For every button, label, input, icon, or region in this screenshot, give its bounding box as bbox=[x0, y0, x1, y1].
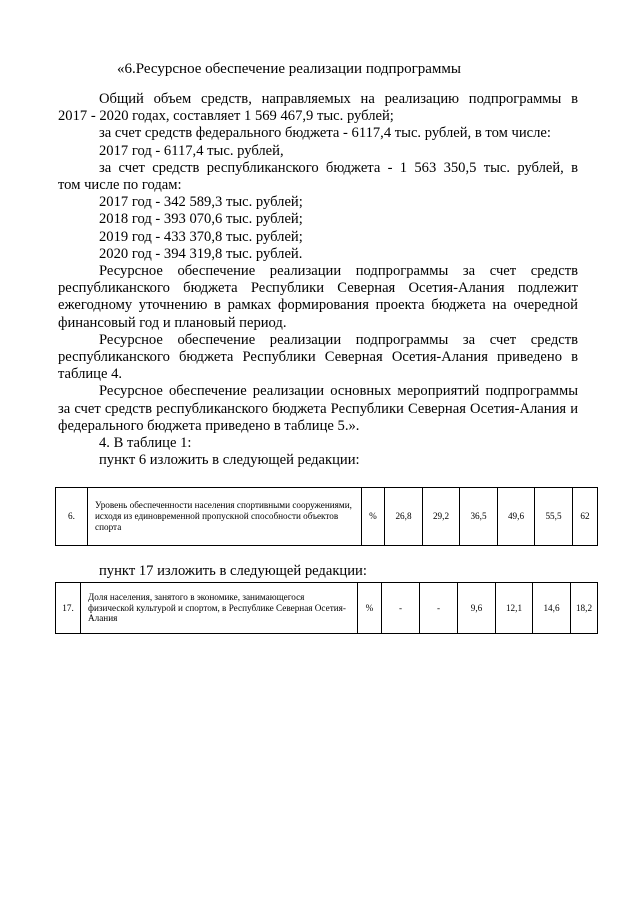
value-cell: - bbox=[382, 583, 420, 634]
value-cell: 9,6 bbox=[458, 583, 496, 634]
section-heading: «6.Ресурсное обеспечение реализации подпрограммы bbox=[117, 61, 461, 77]
unit-cell: % bbox=[358, 583, 382, 634]
paragraph-republican-line2: том числе по годам: bbox=[58, 177, 182, 194]
paragraph-federal: за счет средств федерального бюджета - 6117,4 тыс. рублей, в том числе: bbox=[99, 125, 551, 142]
year-2017: 2017 год - 342 589,3 тыс. рублей; bbox=[99, 194, 303, 211]
indicator-name: Доля населения, занятого в экономике, занимающегося физической культурой и спортом, в Республике Северная Осетия-Алания bbox=[81, 583, 358, 634]
paragraph-republican-line1: за счет средств республиканского бюджета - 1 563 350,5 тыс. рублей, в bbox=[99, 159, 578, 176]
section-body bbox=[58, 91, 578, 469]
value-cell: 49,6 bbox=[498, 488, 535, 546]
row-number: 6. bbox=[56, 488, 88, 546]
unit-cell: % bbox=[362, 488, 385, 546]
table-item-17 bbox=[55, 582, 598, 634]
value-cell: 18,2 bbox=[571, 583, 598, 634]
paragraph-item6-intro: пункт 6 изложить в следующей редакции: bbox=[99, 452, 360, 469]
table-row bbox=[56, 488, 598, 546]
paragraph-table1-amend: 4. В таблице 1: bbox=[99, 435, 192, 452]
table-item-6 bbox=[55, 487, 598, 546]
value-cell: - bbox=[420, 583, 458, 634]
paragraph-table4-reference: Ресурсное обеспечение реализации подпрограммы за счет средств республиканского бюджета Республики Северная Осетия-Алания приведено в таблице 4. bbox=[58, 331, 578, 383]
paragraph-item17-intro: пункт 17 изложить в следующей редакции: bbox=[99, 563, 367, 579]
value-cell: 14,6 bbox=[533, 583, 571, 634]
paragraph-federal-2017: 2017 год - 6117,4 тыс. рублей, bbox=[99, 142, 284, 159]
value-cell: 29,2 bbox=[423, 488, 460, 546]
table-row bbox=[56, 583, 598, 634]
year-2018: 2018 год - 393 070,6 тыс. рублей; bbox=[99, 211, 303, 228]
indicator-name: Уровень обеспеченности населения спортивными сооружениями, исходя из единовременной пропускной способности объектов спорта bbox=[88, 488, 362, 546]
value-cell: 55,5 bbox=[535, 488, 573, 546]
year-2019: 2019 год - 433 370,8 тыс. рублей; bbox=[99, 228, 303, 245]
year-2020: 2020 год - 394 319,8 тыс. рублей. bbox=[99, 245, 303, 262]
paragraph-total-line1: Общий объем средств, направляемых на реализацию подпрограммы в bbox=[99, 91, 578, 107]
value-cell: 12,1 bbox=[496, 583, 533, 634]
value-cell: 62 bbox=[573, 488, 598, 546]
value-cell: 26,8 bbox=[385, 488, 423, 546]
paragraph-total-line2: 2017 - 2020 годах, составляет 1 569 467,9 тыс. рублей; bbox=[58, 108, 394, 125]
value-cell: 36,5 bbox=[460, 488, 498, 546]
paragraph-annual-adjustment: Ресурсное обеспечение реализации подпрограммы за счет средств республиканского бюджета Республики Северная Осетия-Алания подлежит ежегодному уточнению в рамках формирования проекта бюджета на очередной финансовый год и плановый период. bbox=[58, 263, 578, 331]
row-number: 17. bbox=[56, 583, 81, 634]
paragraph-table5-reference: Ресурсное обеспечение реализации основных мероприятий подпрограммы за счет средств республиканского бюджета Республики Северная Осетия-Алания и федерального бюджета приведено в таблице 5.». bbox=[58, 383, 578, 434]
